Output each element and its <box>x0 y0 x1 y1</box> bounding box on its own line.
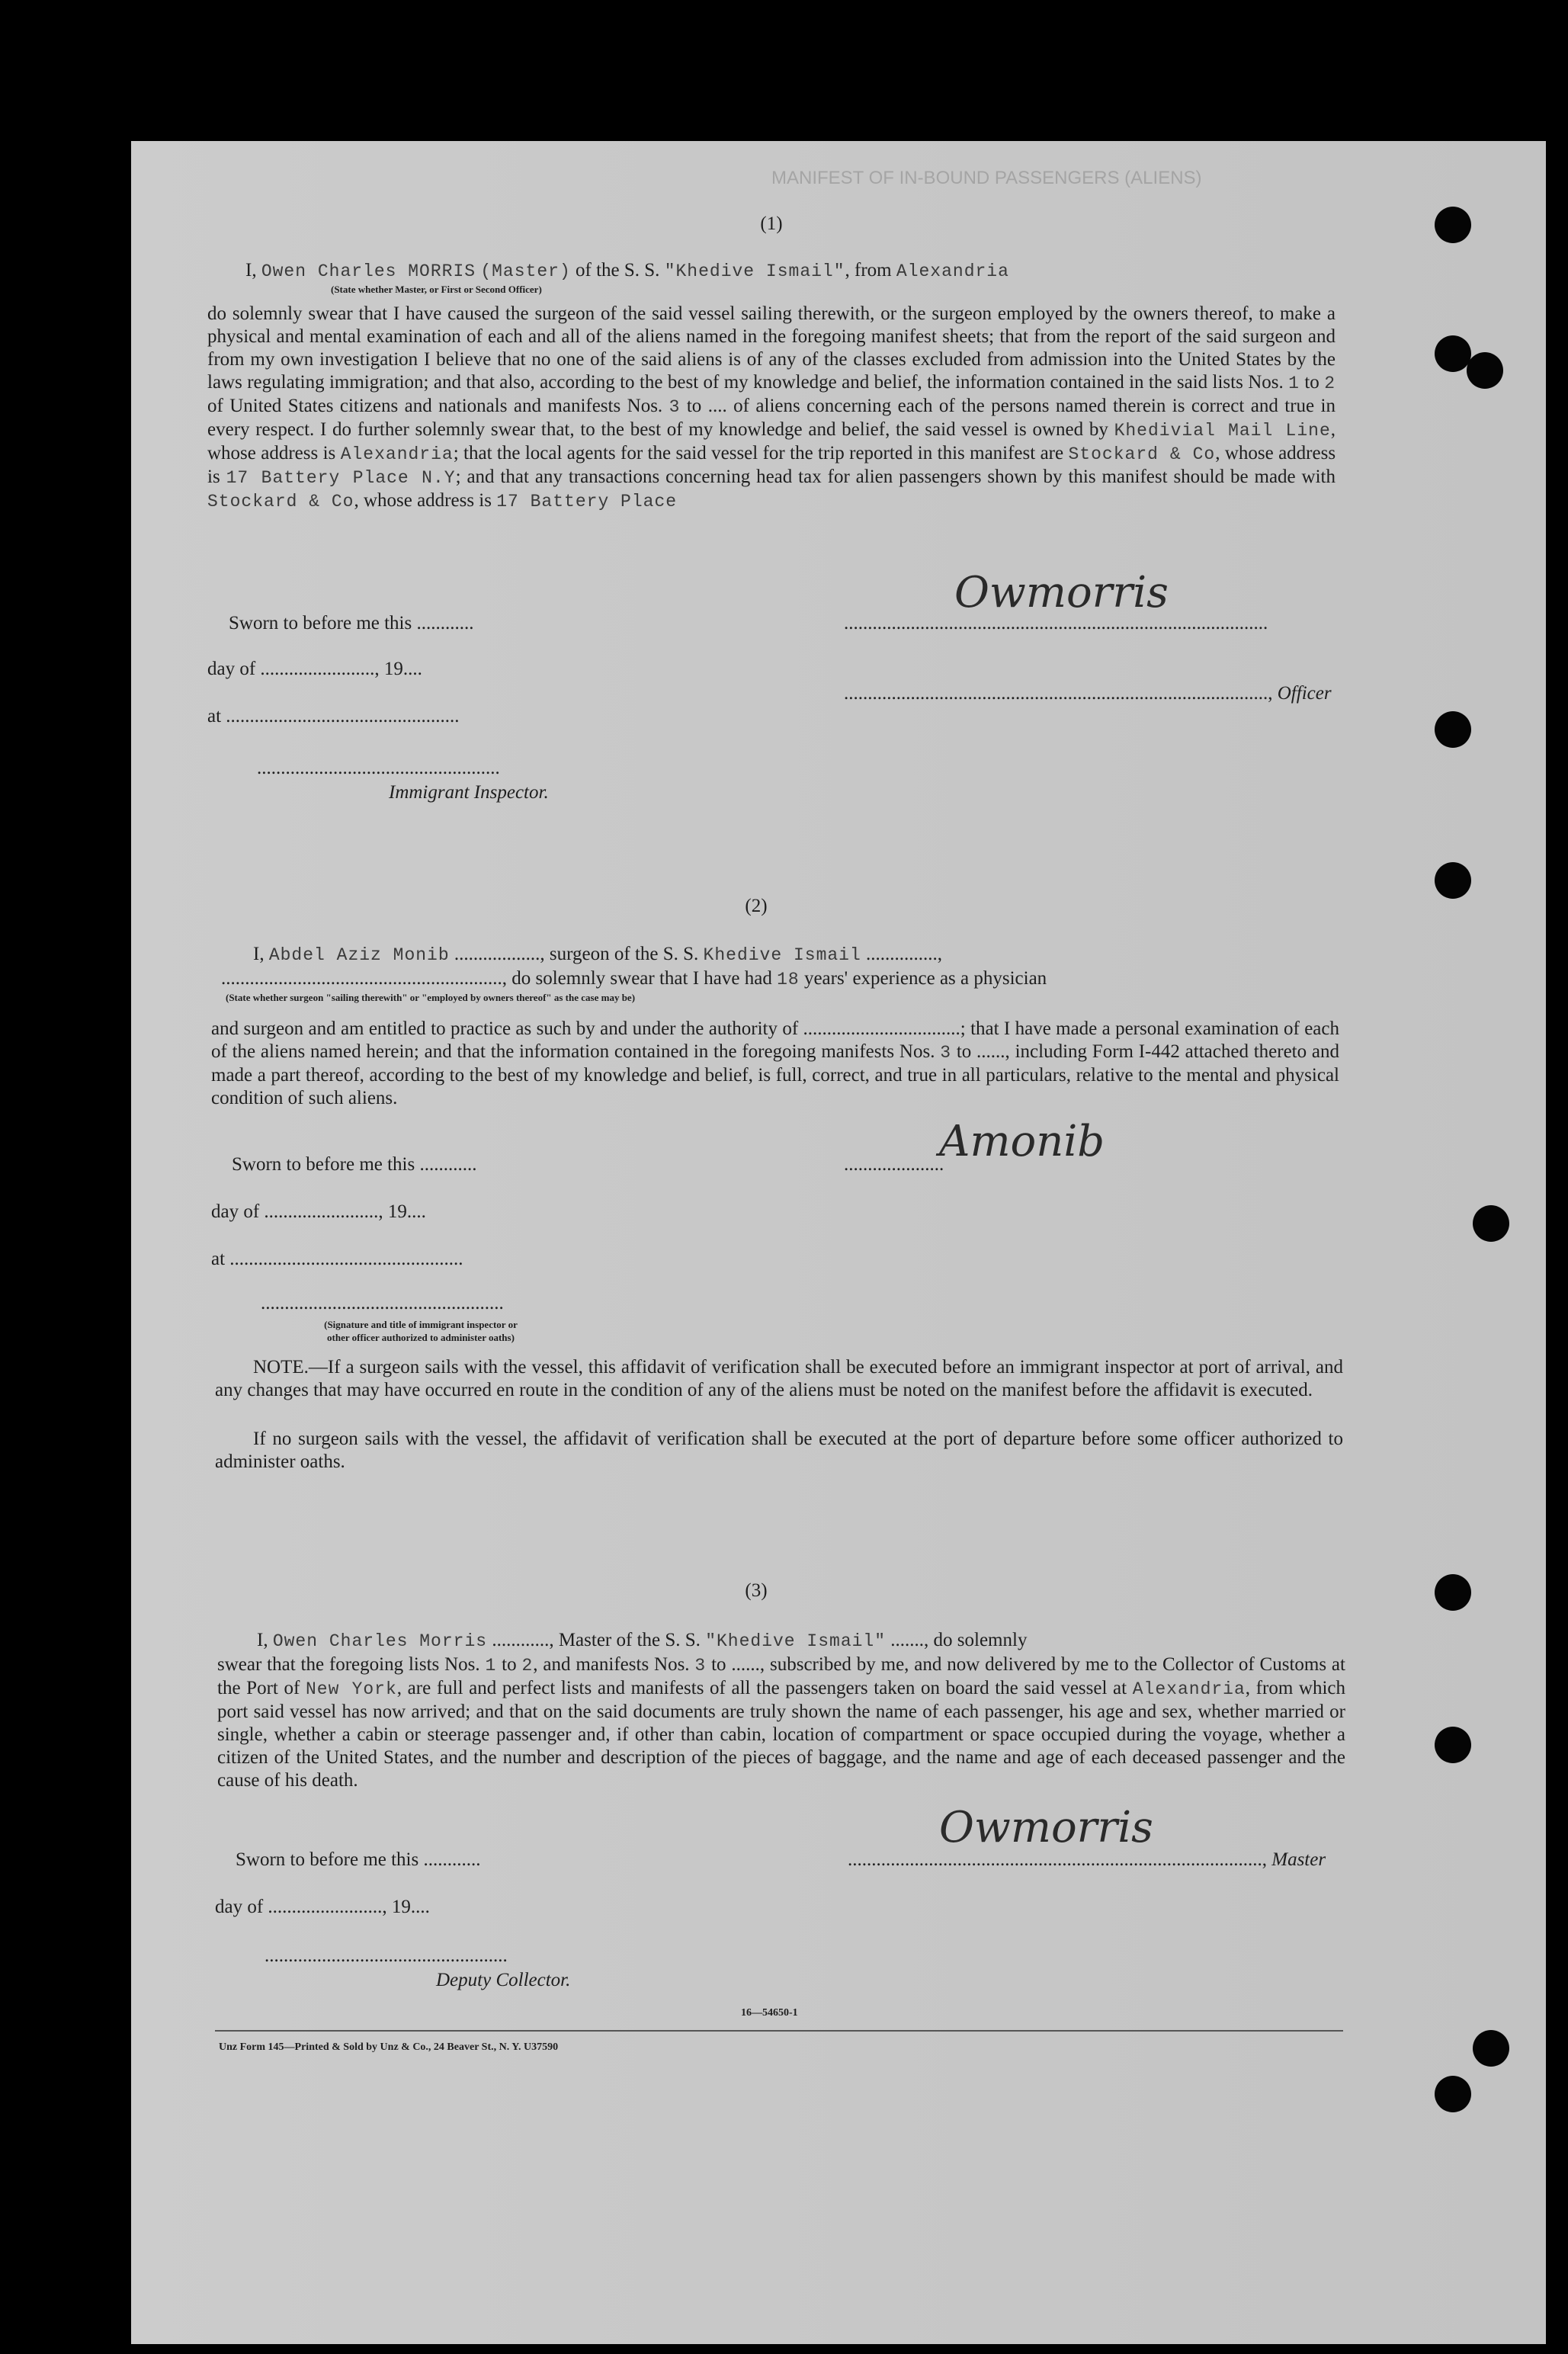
master-signature-1: Owmorris <box>954 568 1169 617</box>
sec2-sig-dots: ................................................... <box>261 1293 504 1313</box>
sec1-officer-dots: ........................................................................................., Officer <box>844 683 1332 704</box>
owner: Khedivial Mail Line <box>1114 421 1331 441</box>
binder-hole <box>1435 2076 1471 2112</box>
sec1-sworn: Sworn to before me this ............ <box>229 613 474 633</box>
section-1-number: (1) <box>760 213 783 234</box>
from-port: Alexandria <box>896 261 1009 281</box>
sec2-ship-name: Khedive Ismail <box>703 945 861 965</box>
immigrant-inspector-label: Immigrant Inspector. <box>389 782 549 803</box>
manifests-from: 3 <box>669 397 681 417</box>
deputy-collector-label: Deputy Collector. <box>436 1970 571 1990</box>
owner-address: Alexandria <box>340 444 454 464</box>
sec2-manifests-from: 3 <box>940 1043 952 1063</box>
boarded-at: Alexandria <box>1132 1679 1246 1699</box>
surgeon-signature: Amonib <box>939 1117 1105 1166</box>
master-title: (Master) <box>480 261 571 281</box>
sec1-officer-dots-top: ......................................................................................... <box>844 613 1268 633</box>
master-label: Master <box>1271 1849 1326 1870</box>
sec2-sig-note-2: other officer authorized to administer oaths) <box>327 1332 515 1343</box>
sec1-line1: I, Owen Charles MORRIS (Master) of the S. S. "Khedive Ismail", from Alexandria <box>245 260 1009 281</box>
head-tax-address: 17 Battery Place <box>496 492 678 512</box>
binder-hole <box>1435 1727 1471 1763</box>
sec1-paragraph: do solemnly swear that I have caused the surgeon of the said vessel sailing therewith, or the surgeon employed by the owners thereof, to make a physical and mental examination of each and all of the aliens named in the foregoing manifest sheets; that from the report of the said surgeon and from my own investigation I believe that no one of the said aliens is of any of the classes excluded from admission into the United States by the laws regulating immigration; and that also, according to the best of my knowledge and belief, the information contained in the said lists Nos. 1 to 2 of United States citizens and nationals and manifests Nos. 3 to .... of aliens concerning each of the persons named therein is correct and true in every respect. I do further solemnly swear that, to the best of my knowledge and belief, the said vessel is owned by Khedivial Mail Line, whose address is Alexandria; that the local agents for the said vessel for the trip reported in this manifest are Stockard & Co, whose address is 17 Battery Place N.Y; and that any transactions concerning head tax for alien passengers shown by this manifest should be made with Stockard & Co, whose address is 17 Battery Place <box>207 303 1336 512</box>
header-bleed-through: MANIFEST OF IN-BOUND PASSENGERS (ALIENS) <box>771 168 1202 188</box>
sec3-line1: I, Owen Charles Morris ............, Master of the S. S. "Khedive Ismail" ......., do solemnly <box>257 1630 1028 1651</box>
footer-printer: Unz Form 145—Printed & Sold by Unz & Co., 24 Beaver St., N. Y. U37590 <box>219 2041 559 2053</box>
binder-hole <box>1435 207 1471 243</box>
footer-rule <box>215 2030 1343 2032</box>
binder-hole <box>1435 862 1471 899</box>
sec2-sig-dots-top: ..................... <box>844 1154 944 1175</box>
sec2-sig-note-1: (Signature and title of immigrant inspector or <box>324 1319 518 1330</box>
binder-hole <box>1473 2030 1509 2067</box>
section-2-number: (2) <box>745 896 768 916</box>
sec3-master-name: Owen Charles Morris <box>272 1631 488 1651</box>
master-name: Owen Charles MORRIS <box>261 261 476 281</box>
sec3-day: day of ........................, 19.... <box>215 1897 430 1917</box>
port-of-arrival: New York <box>305 1679 397 1699</box>
sec3-lists-from: 1 <box>485 1656 497 1676</box>
years-experience: 18 <box>777 970 800 989</box>
head-tax-with: Stockard & Co <box>207 492 354 512</box>
binder-hole <box>1467 352 1503 389</box>
note-paragraph-1: NOTE.—If a surgeon sails with the vessel, this affidavit of verification shall be executed before an immigrant inspector at port of arrival, and any changes that may have occurred en route in the condition of any of the aliens must be noted on the manifest before the affidavit is executed. <box>215 1357 1343 1400</box>
sec3-master-dots: ......................................................................................., Master <box>848 1849 1326 1870</box>
sec2-state-note: (State whether surgeon "sailing therewith" or "employed by owners thereof" as the case may be) <box>226 992 636 1003</box>
section-3-number: (3) <box>745 1580 768 1601</box>
sec2-paragraph: and surgeon and am entitled to practice as such by and under the authority of .................................; that I have made a personal examination of each of the aliens named herein; and that the information contained in the foregoing manifests Nos. 3 to ......, including Form I-442 attached thereto and made a part thereof, according to the best of my knowledge and belief, is full, correct, and true in all particulars, relative to the mental and physical condition of such aliens. <box>211 1018 1340 1108</box>
sec3-paragraph: swear that the foregoing lists Nos. 1 to 2, and manifests Nos. 3 to ......, subscribed by me, and now delivered by me to the Collector of Customs at the Port of New York, are full and perfect lists and manifests of all the passengers taken on board the said vessel at Alexandria, from which port said vessel has now arrived; and that on the said documents are truly shown the name of each passenger, his age and sex, whether married or single, whether a cabin or steerage passenger and, if other than cabin, location of compartment or space occupied during the voyage, whether a citizen of the United States, and the number and description of the pieces of baggage, and the name and age of each deceased passenger and the cause of his death. <box>217 1654 1345 1791</box>
sec1-state-note: (State whether Master, or First or Second Officer) <box>331 284 542 295</box>
binder-hole <box>1473 1205 1509 1242</box>
form-code: 16—54650-1 <box>741 2007 798 2019</box>
document-page <box>131 141 1546 2344</box>
sec1-at: at ................................................. <box>207 706 460 726</box>
binder-hole <box>1435 1574 1471 1611</box>
agent-address: 17 Battery Place N.Y <box>226 468 456 488</box>
surgeon-name: Abdel Aziz Monib <box>268 945 450 965</box>
sec1-day: day of ........................, 19.... <box>207 659 422 679</box>
officer-label: Officer <box>1277 683 1332 704</box>
binder-hole <box>1435 711 1471 748</box>
sec2-line1: I, Abdel Aziz Monib .................., surgeon of the S. S. Khedive Ismail ..............., <box>253 944 943 965</box>
local-agents: Stockard & Co <box>1068 444 1216 464</box>
sec3-ship-name: "Khedive Ismail" <box>705 1631 887 1651</box>
sec2-day: day of ........................, 19.... <box>211 1201 426 1222</box>
lists-to: 2 <box>1324 374 1336 393</box>
sec3-sworn: Sworn to before me this ............ <box>236 1849 481 1870</box>
lists-from: 1 <box>1288 374 1300 393</box>
note-paragraph-2: If no surgeon sails with the vessel, the affidavit of verification shall be executed at the port of departure before some officer authorized to administer oaths. <box>215 1429 1343 1472</box>
sec3-lists-to: 2 <box>521 1656 534 1676</box>
sec2-line2: ..........................................................., do solemnly swear that I have had 18 years' experience as a physician <box>221 968 1047 989</box>
sec3-dep-dots: ................................................... <box>265 1945 508 1966</box>
sec2-at: at ................................................. <box>211 1249 463 1269</box>
sec3-manifests-from: 3 <box>694 1656 707 1676</box>
sec2-sworn: Sworn to before me this ............ <box>232 1154 477 1175</box>
master-signature-3: Owmorris <box>939 1803 1153 1852</box>
binder-hole <box>1435 335 1471 372</box>
ship-name: "Khedive Ismail" <box>664 261 845 281</box>
sec1-inspector-dots: ................................................... <box>257 758 500 778</box>
